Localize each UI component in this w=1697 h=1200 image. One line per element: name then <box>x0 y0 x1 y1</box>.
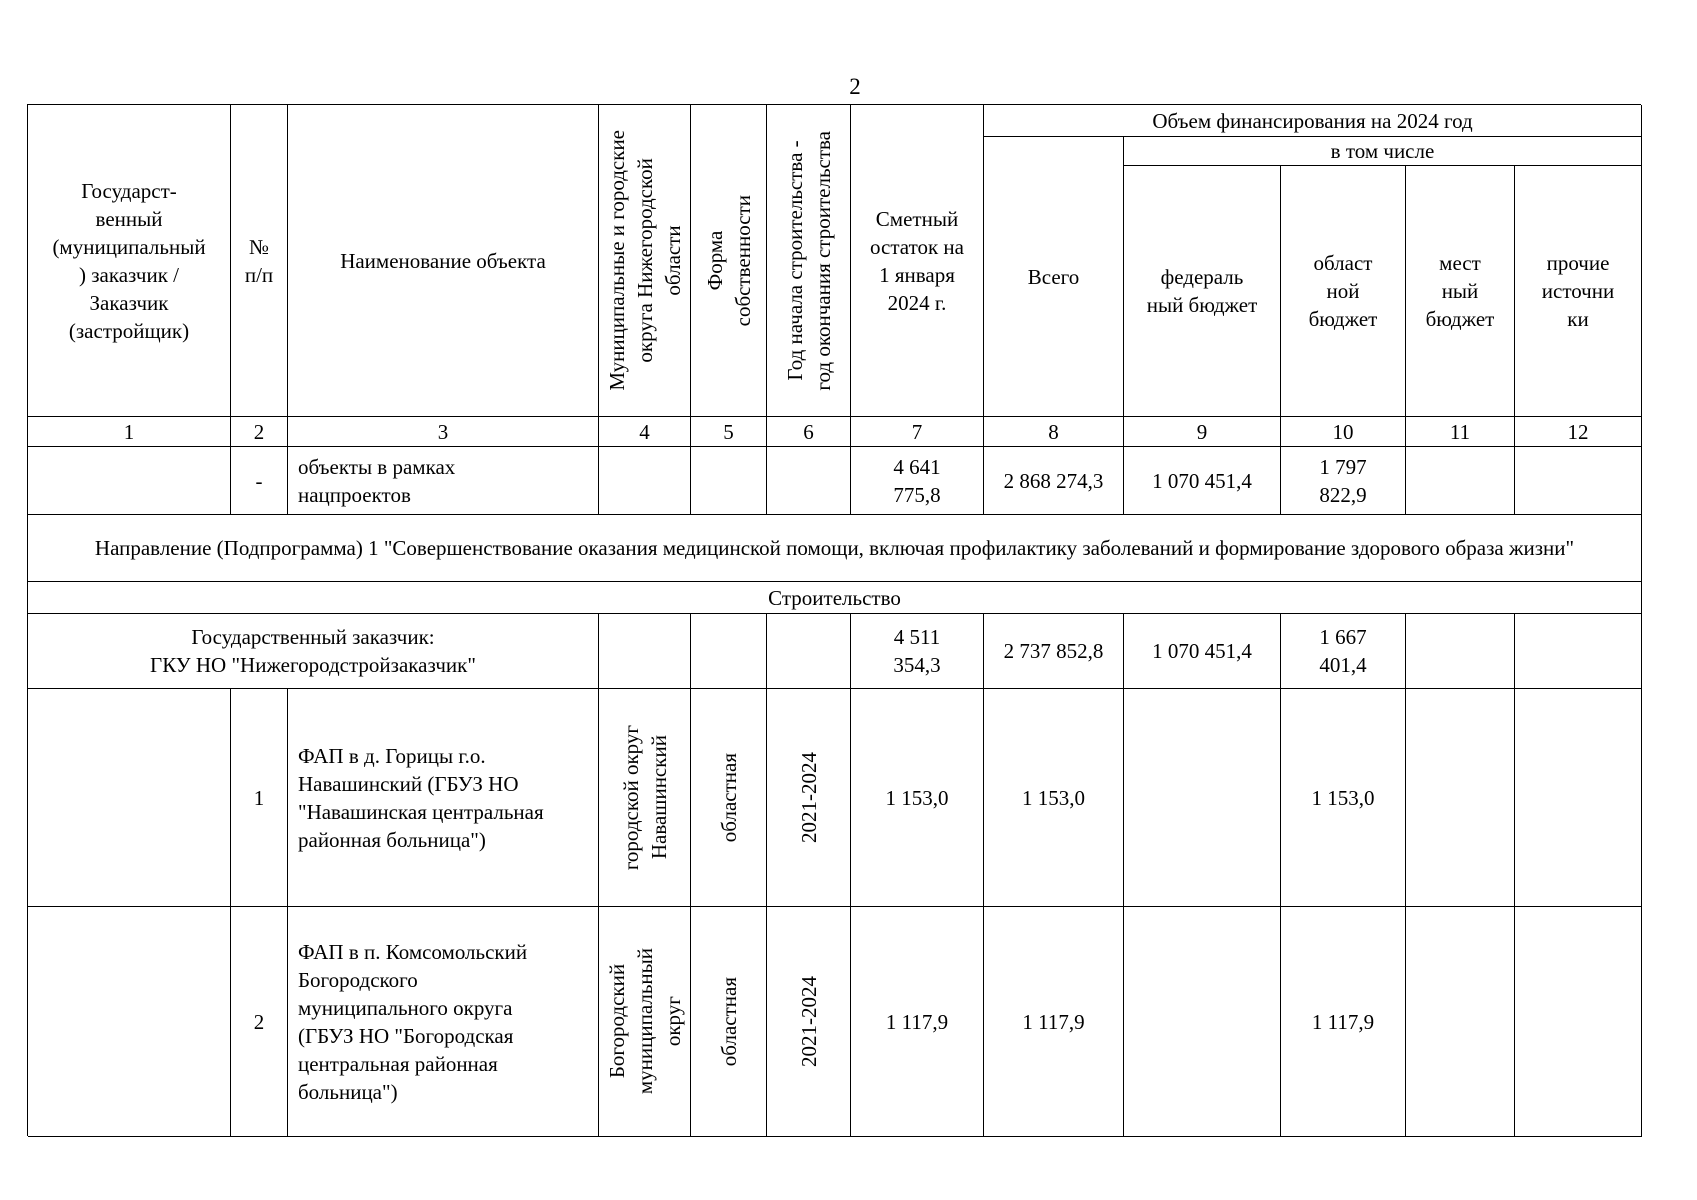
column-number: 2 <box>231 417 288 447</box>
table-cell-empty <box>1515 689 1642 907</box>
customer-row-regional: 1 667 401,4 <box>1281 614 1406 689</box>
table-cell-empty <box>1515 907 1642 1137</box>
table-cell-empty <box>691 447 767 515</box>
header-funding-title: Объем финансирования на 2024 год <box>984 105 1642 137</box>
page-number: 2 <box>849 74 861 99</box>
table-cell-empty <box>599 614 691 689</box>
header-total: Всего <box>984 137 1124 417</box>
header-number: № п/п <box>231 105 288 417</box>
row-remainder: 4 641 775,8 <box>851 447 984 515</box>
column-number: 1 <box>28 417 231 447</box>
header-federal: федераль ный бюджет <box>1124 166 1281 417</box>
item-ownership <box>691 907 767 1137</box>
header-years-text: Год начала строительства - год окончания строительства <box>782 130 835 391</box>
item-remainder: 1 117,9 <box>851 907 984 1137</box>
item-total: 1 153,0 <box>984 689 1124 907</box>
table-cell-empty <box>28 907 231 1137</box>
table-cell-empty <box>1124 907 1281 1137</box>
header-ownership-text: Форма собственности <box>702 194 755 327</box>
item-regional: 1 153,0 <box>1281 689 1406 907</box>
header-ownership <box>691 105 767 417</box>
row-number: - <box>231 447 288 515</box>
table-cell-empty <box>1406 689 1515 907</box>
item-ownership <box>691 689 767 907</box>
column-number: 10 <box>1281 417 1406 447</box>
item-district-text: городской округ Навашинский <box>618 724 671 871</box>
row-federal: 1 070 451,4 <box>1124 447 1281 515</box>
item-years <box>767 907 851 1137</box>
column-number: 8 <box>984 417 1124 447</box>
column-number: 3 <box>288 417 599 447</box>
item-district <box>599 907 691 1137</box>
item-ownership-text: областная <box>716 976 741 1067</box>
header-other: прочие источни ки <box>1515 166 1642 417</box>
item-remainder: 1 153,0 <box>851 689 984 907</box>
column-number: 9 <box>1124 417 1281 447</box>
table-cell-empty <box>599 447 691 515</box>
table-cell-empty <box>1515 447 1642 515</box>
table-cell-empty <box>1406 447 1515 515</box>
item-district <box>599 689 691 907</box>
item-number: 2 <box>231 907 288 1137</box>
table-cell-empty <box>1406 614 1515 689</box>
table-cell-empty <box>1406 907 1515 1137</box>
section-row: Строительство <box>28 582 1642 614</box>
column-number: 4 <box>599 417 691 447</box>
table-cell-empty <box>28 689 231 907</box>
item-ownership-text: областная <box>716 752 741 843</box>
item-district-text: Богородский муниципальный округ <box>604 948 685 1095</box>
item-number: 1 <box>231 689 288 907</box>
item-years-text: 2021-2024 <box>796 752 821 843</box>
table-cell-empty <box>1515 614 1642 689</box>
header-including: в том числе <box>1124 137 1642 166</box>
customer-row-label: Государственный заказчик: ГКУ НО "Нижегородстройзаказчик" <box>28 614 599 689</box>
header-districts <box>599 105 691 417</box>
customer-row-federal: 1 070 451,4 <box>1124 614 1281 689</box>
column-number: 7 <box>851 417 984 447</box>
table-cell-empty <box>691 614 767 689</box>
header-object-name: Наименование объекта <box>288 105 599 417</box>
header-customer: Государст- венный (муниципальный ) заказчик / Заказчик (застройщик) <box>28 105 231 417</box>
item-years-text: 2021-2024 <box>796 976 821 1067</box>
row-regional: 1 797 822,9 <box>1281 447 1406 515</box>
financing-table <box>27 104 1641 1136</box>
row-name: объекты в рамках нацпроектов <box>288 447 599 515</box>
column-number: 5 <box>691 417 767 447</box>
header-remainder: Сметный остаток на 1 января 2024 г. <box>851 105 984 417</box>
item-name: ФАП в п. Комсомольский Богородского муниципального округа (ГБУЗ НО "Богородская центральная районная больница") <box>288 907 599 1137</box>
customer-row-total: 2 737 852,8 <box>984 614 1124 689</box>
table-cell-empty <box>1124 689 1281 907</box>
item-total: 1 117,9 <box>984 907 1124 1137</box>
row-total: 2 868 274,3 <box>984 447 1124 515</box>
item-years <box>767 689 851 907</box>
column-number: 11 <box>1406 417 1515 447</box>
table-cell-empty <box>767 614 851 689</box>
customer-row-remainder: 4 511 354,3 <box>851 614 984 689</box>
header-local: мест ный бюджет <box>1406 166 1515 417</box>
table-cell-empty <box>28 447 231 515</box>
header-districts-text: Муниципальные и городские округа Нижегородской области <box>604 130 685 391</box>
header-years <box>767 105 851 417</box>
item-name: ФАП в д. Горицы г.о. Навашинский (ГБУЗ НО "Навашинская центральная районная больница") <box>288 689 599 907</box>
direction-row: Направление (Подпрограмма) 1 "Совершенствование оказания медицинской помощи, включая профилактику заболеваний и формирование здорового образа жизни" <box>28 515 1642 582</box>
column-number: 12 <box>1515 417 1642 447</box>
header-regional: област ной бюджет <box>1281 166 1406 417</box>
table-cell-empty <box>767 447 851 515</box>
column-number: 6 <box>767 417 851 447</box>
item-regional: 1 117,9 <box>1281 907 1406 1137</box>
